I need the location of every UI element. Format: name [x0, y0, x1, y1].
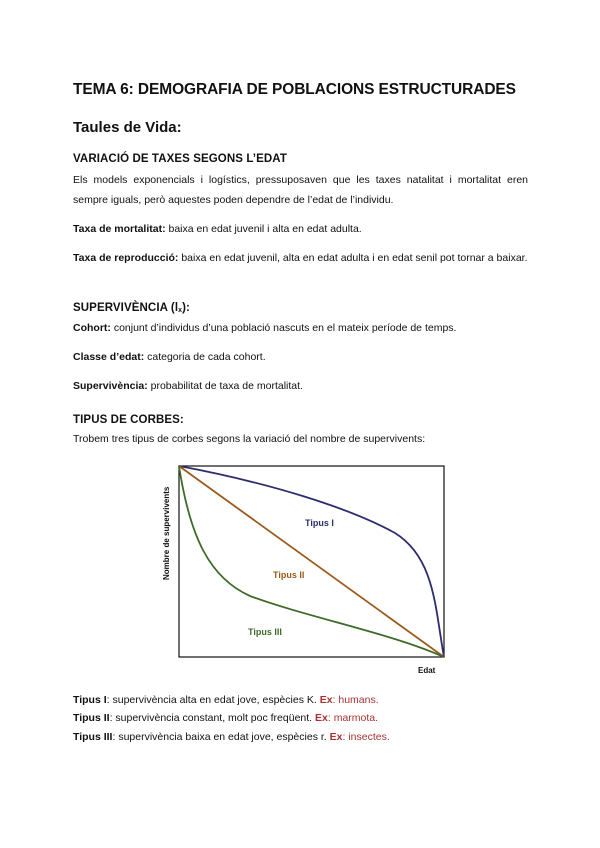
term-tipus-1: Tipus I	[73, 694, 107, 706]
text-reproduccio: baixa en edat juvenil, alta en edat adulta i en edat senil pot tornar a baixar.	[178, 252, 528, 264]
ex-value-tipus-1: : humans.	[332, 694, 379, 706]
label-tipus-1: Tipus I	[305, 518, 334, 528]
definition-cohort	[73, 318, 528, 338]
heading-tipus: TIPUS DE CORBES:	[73, 414, 184, 426]
definition-mortalitat	[73, 219, 528, 239]
term-supervivencia: Supervivència:	[73, 380, 148, 392]
term-classe: Classe d’edat:	[73, 351, 145, 363]
definition-reproduccio	[73, 248, 528, 268]
survivorship-chart	[150, 458, 450, 680]
term-tipus-3: Tipus III	[73, 731, 113, 743]
ex-value-tipus-2: : marmota.	[327, 712, 379, 724]
paragraph-variacio-intro: Els models exponencials i logístics, pressuposaven que les taxes natalitat i mortalitat eren sempre iguals, però aquestes poden dependre de l’edat de l’individu.	[73, 174, 528, 206]
heading-supervivencia-text: SUPERVIVÈNCIA (l	[73, 302, 179, 314]
heading-supervivencia	[73, 302, 190, 314]
heading-variacio: VARIACIÓ DE TAXES SEGONS L’EDAT	[73, 153, 287, 165]
heading-supervivencia-end: ):	[182, 302, 190, 314]
text-tipus-3: : supervivència baixa en edat jove, espècies r.	[112, 731, 330, 743]
paragraph-tipus-intro: Trobem tres tipus de corbes segons la variació del nombre de supervivents:	[73, 433, 426, 445]
definition-supervivencia	[73, 376, 528, 396]
heading-supervivencia-sub: x	[178, 307, 183, 314]
y-axis-label: Nombre de supervivents	[162, 486, 171, 580]
label-tipus-2: Tipus II	[273, 570, 305, 580]
ex-tipus-1: Ex	[319, 694, 333, 706]
term-cohort: Cohort:	[73, 322, 111, 334]
ex-tipus-2: Ex	[315, 712, 328, 724]
tipus-1-description	[73, 690, 528, 710]
tipus-3-description	[73, 727, 528, 747]
text-mortalitat: baixa en edat juvenil i alta en edat adulta.	[165, 223, 362, 235]
text-supervivencia: probabilitat de taxa de mortalitat.	[147, 380, 303, 392]
text-cohort: conjunt d’individus d’una població nascuts en el mateix període de temps.	[110, 322, 457, 334]
tipus-2-description	[73, 708, 528, 728]
x-axis-label: Edat	[418, 666, 436, 675]
section-title: Taules de Vida:	[73, 119, 182, 136]
ex-tipus-3: Ex	[329, 731, 343, 743]
text-tipus-1: : supervivència alta en edat jove, espècies K.	[106, 694, 320, 706]
label-tipus-3: Tipus III	[248, 627, 282, 637]
term-mortalitat: Taxa de mortalitat:	[73, 223, 166, 235]
term-reproduccio: Taxa de reproducció:	[73, 252, 179, 264]
text-tipus-2: : supervivència constant, molt poc freqüent.	[109, 712, 316, 724]
term-tipus-2: Tipus II	[73, 712, 110, 724]
definition-classe	[73, 347, 528, 367]
ex-value-tipus-3: : insectes.	[342, 731, 390, 743]
text-classe: categoria de cada cohort.	[144, 351, 266, 363]
page-title: TEMA 6: DEMOGRAFIA DE POBLACIONS ESTRUCTURADES	[73, 81, 516, 98]
